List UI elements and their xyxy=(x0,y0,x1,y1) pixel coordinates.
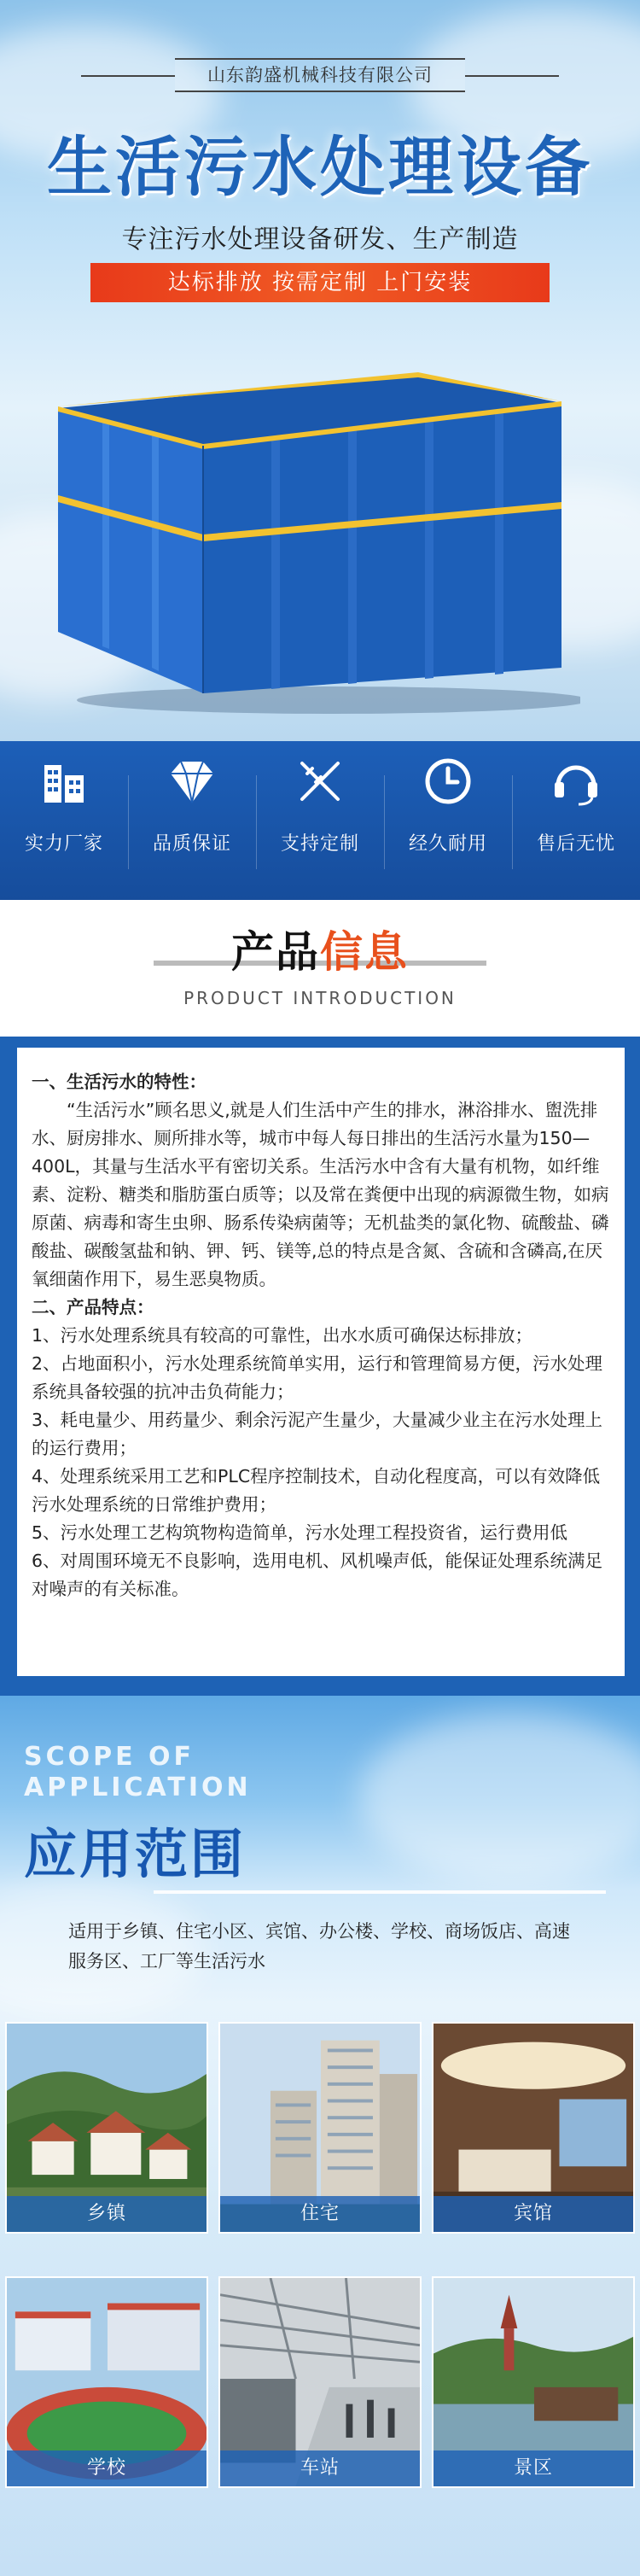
scope-heading-en xyxy=(24,1742,280,1803)
product-heading-en: PRODUCT INTRODUCTION xyxy=(183,988,457,1008)
ruler-pencil-icon xyxy=(295,756,345,806)
info-heading-2: 二、产品特点： xyxy=(32,1297,154,1317)
feature-item: 5、污水处理工艺构筑物构造简单，污水处理工程投资省，运行费用低 xyxy=(32,1522,568,1543)
clock-icon xyxy=(423,756,473,806)
product-heading xyxy=(0,918,640,979)
tile-label: 景区 xyxy=(433,2450,633,2486)
feature-label: 售后无忧 xyxy=(536,833,615,855)
building-icon xyxy=(39,756,89,806)
scope-description: 适用于乡镇、住宅小区、宾馆、办公楼、学校、商场饭店、高速服务区、工厂等生活污水 xyxy=(68,1921,570,1971)
scope-heading: 应用范围 xyxy=(24,1823,247,1885)
tagline-banner: 达标排放 按需定制 上门安装 xyxy=(90,263,550,302)
scope-tile-town xyxy=(5,2022,208,2234)
feature-label: 品质保证 xyxy=(152,833,231,855)
feature-label: 实力厂家 xyxy=(24,833,103,855)
feature-item: 3、耗电量少、用药量少、剩余污泥产生量少，大量减少业主在污水处理上的运行费用； xyxy=(32,1410,603,1458)
feature-item: 1、污水处理系统具有较高的可靠性，出水水质可确保达标排放； xyxy=(32,1325,533,1346)
feature-item: 2、占地面积小，污水处理系统简单实用，运行和管理简易方便，污水处理系统具备较强的抗冲击负荷能力； xyxy=(32,1353,603,1402)
scope-tile-residence xyxy=(218,2022,422,2234)
page-title: 生活污水处理设备 xyxy=(47,129,593,205)
tile-label: 住宅 xyxy=(220,2196,420,2232)
info-box xyxy=(17,1048,625,1676)
heading-part-a: 产品 xyxy=(231,927,320,977)
info-paragraph: “生活污水”顾名思义,就是人们生活中产生的排水，淋浴排水、盥洗排水、厨房排水、厕所排水等，城市中每人每日排出的生活污水量为150—400L，其量与生活水平有密切关系。生活污水中含有大量有机物，如纤维素、淀粉、糖类和脂肪蛋白质等；以及常在粪便中出现的病源微生物，如病原菌、病毒和寄生虫卵、肠系传染病菌等；无机盐类的氯化物、硫酸盐、磷酸盐、碳酸氢盐和钠、钾、钙、镁等,总的特点是含氮、含硫和含磷高,在厌氧细菌作用下，易生恶臭物质。 xyxy=(32,1100,609,1289)
scope-underline xyxy=(154,1890,606,1894)
feature-quality xyxy=(128,741,256,900)
company-name: 山东韵盛机械科技有限公司 xyxy=(175,58,465,92)
features-bar xyxy=(0,741,640,900)
sewage-tank-image xyxy=(51,359,580,717)
company-rule-left xyxy=(81,75,175,77)
heading-part-b: 信息 xyxy=(320,927,409,977)
feature-durable xyxy=(384,741,512,900)
feature-aftersales xyxy=(512,741,640,900)
feature-item: 4、处理系统采用工艺和PLC程序控制技术，自动化程度高，可以有效降低污水处理系统的日常维护费用； xyxy=(32,1466,601,1515)
diamond-icon xyxy=(167,756,217,806)
scope-en-line2: APPLICATION xyxy=(24,1773,252,1802)
feature-label: 支持定制 xyxy=(280,833,359,855)
hero-subtitle: 专注污水处理设备研发、生产制造 xyxy=(121,225,519,254)
tile-label: 乡镇 xyxy=(7,2196,207,2232)
headset-icon xyxy=(551,756,601,806)
scope-tile-station xyxy=(218,2276,422,2488)
feature-strength xyxy=(0,741,128,900)
info-heading-1: 一、生活污水的特性： xyxy=(32,1072,207,1092)
feature-label: 经久耐用 xyxy=(408,833,487,855)
scope-tile-school xyxy=(5,2276,208,2488)
tile-label: 宾馆 xyxy=(433,2196,633,2232)
feature-item: 6、对周围环境无不良影响，选用电机、风机噪声低，能保证处理系统满足对噪声的有关标准。 xyxy=(32,1551,603,1599)
company-rule-right xyxy=(465,75,559,77)
scope-tile-hotel xyxy=(432,2022,635,2234)
scope-en-line1: SCOPE OF xyxy=(24,1742,195,1772)
feature-custom xyxy=(256,741,384,900)
tile-label: 学校 xyxy=(7,2450,207,2486)
tile-label: 车站 xyxy=(220,2450,420,2486)
scope-tile-scenic xyxy=(432,2276,635,2488)
